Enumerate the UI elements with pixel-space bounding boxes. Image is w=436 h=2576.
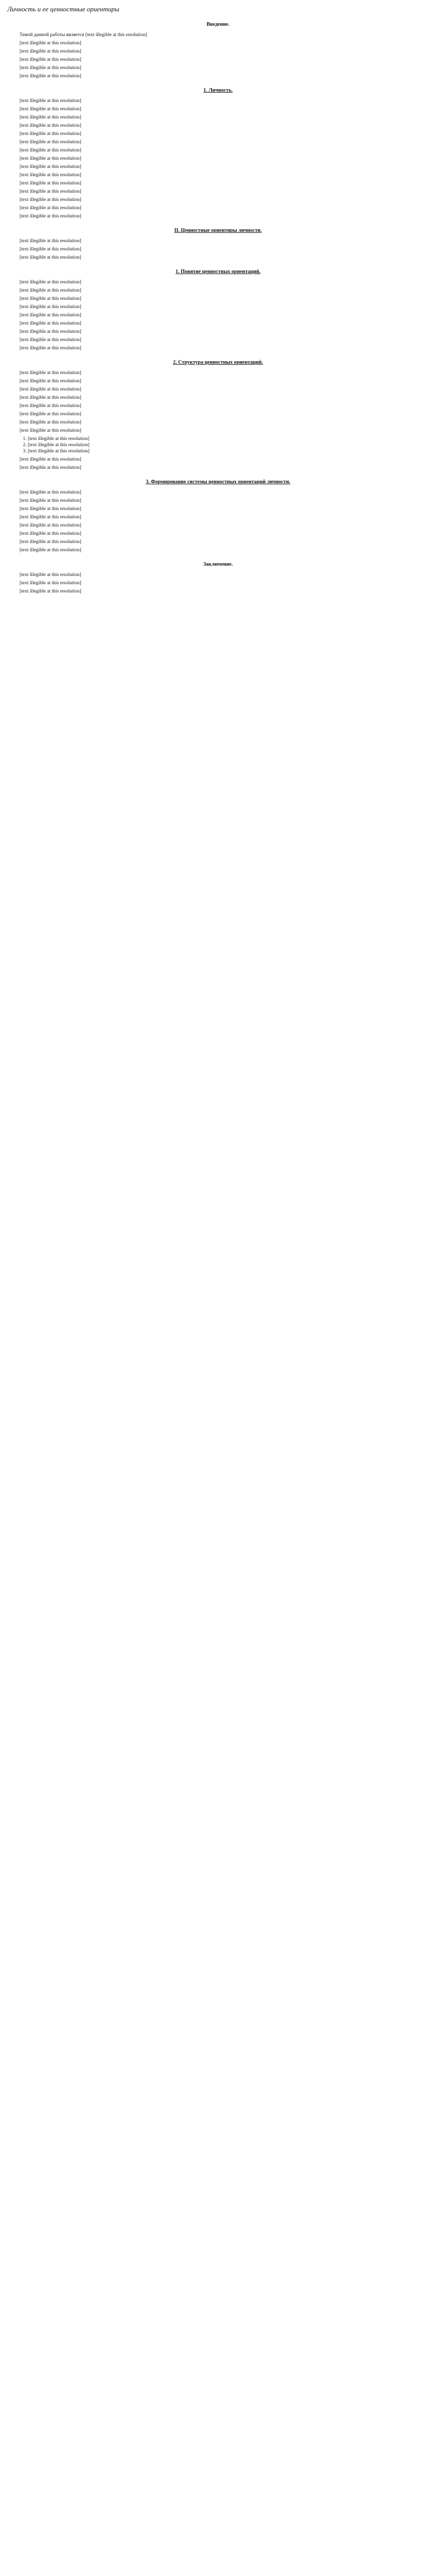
- paragraph: [text illegible at this resolution]: [20, 239, 81, 244]
- section-2-2-body: [7, 370, 429, 471]
- section-heading-2-3: 3. Формирование системы ценностных ориентаций личности.: [146, 479, 290, 485]
- paragraph: [text illegible at this resolution]: [20, 189, 81, 194]
- paragraph: [text illegible at this resolution]: [20, 490, 81, 495]
- paragraph: [text illegible at this resolution]: [20, 49, 81, 54]
- paragraph: [text illegible at this resolution]: [20, 280, 81, 285]
- section-2-1-body: [7, 279, 429, 351]
- paragraph: [text illegible at this resolution]: [20, 107, 81, 112]
- paragraph: [text illegible at this resolution]: [20, 523, 81, 528]
- paragraph: [text illegible at this resolution]: [20, 572, 81, 578]
- paragraph: Темой данной работы является [text illegible at this resolution]: [20, 32, 147, 38]
- paragraph: [text illegible at this resolution]: [20, 531, 81, 536]
- paragraph: [text illegible at this resolution]: [20, 74, 81, 79]
- section-1-body: [7, 98, 429, 219]
- paragraph: [text illegible at this resolution]: [20, 465, 81, 470]
- section-heading-intro: Введение.: [206, 22, 230, 27]
- paragraph: [text illegible at this resolution]: [20, 131, 81, 137]
- paragraph: [text illegible at this resolution]: [20, 255, 81, 260]
- paragraph: [text illegible at this resolution]: [20, 214, 81, 219]
- paragraph: [text illegible at this resolution]: [20, 181, 81, 186]
- list-item: 1. [text illegible at this resolution]: [28, 436, 429, 442]
- numbered-list: [7, 436, 429, 454]
- paragraph: [text illegible at this resolution]: [20, 581, 81, 586]
- paragraph: [text illegible at this resolution]: [20, 41, 81, 46]
- paragraph: [text illegible at this resolution]: [20, 65, 81, 71]
- paragraph: [text illegible at this resolution]: [20, 123, 81, 128]
- paragraph: [text illegible at this resolution]: [20, 247, 81, 252]
- paragraph: [text illegible at this resolution]: [20, 304, 81, 310]
- paragraph: [text illegible at this resolution]: [20, 515, 81, 520]
- paragraph: [text illegible at this resolution]: [20, 197, 81, 202]
- paragraph: [text illegible at this resolution]: [20, 115, 81, 120]
- paragraph: [text illegible at this resolution]: [20, 387, 81, 392]
- paragraph: [text illegible at this resolution]: [20, 379, 81, 384]
- paragraph: [text illegible at this resolution]: [20, 148, 81, 153]
- paragraph: [text illegible at this resolution]: [20, 57, 81, 62]
- paragraph: [text illegible at this resolution]: [20, 412, 81, 417]
- paragraph: [text illegible at this resolution]: [20, 539, 81, 545]
- paragraph: [text illegible at this resolution]: [20, 428, 81, 433]
- document-title: Личность и ее ценностные ориентиры: [7, 5, 119, 13]
- paragraph: [text illegible at this resolution]: [20, 420, 81, 425]
- section-2-body: [7, 238, 429, 261]
- section-heading-2-1: 1. Понятие ценностных ориентаций.: [175, 269, 261, 275]
- section-heading-2-2: 2. Структура ценностных ориентаций.: [173, 360, 263, 365]
- section-intro-body: [7, 32, 429, 79]
- list-item: 2. [text illegible at this resolution]: [28, 442, 429, 448]
- paragraph: [text illegible at this resolution]: [20, 296, 81, 301]
- list-item: 3. [text illegible at this resolution]: [28, 448, 429, 454]
- paragraph: [text illegible at this resolution]: [20, 403, 81, 409]
- paragraph: [text illegible at this resolution]: [20, 395, 81, 400]
- paragraph: [text illegible at this resolution]: [20, 156, 81, 161]
- section-heading-1: 1. Личность.: [203, 88, 233, 93]
- paragraph: [text illegible at this resolution]: [20, 288, 81, 293]
- paragraph: [text illegible at this resolution]: [20, 457, 81, 462]
- section-heading-2: II. Ценностные ориентиры личности.: [174, 228, 262, 233]
- paragraph: [text illegible at this resolution]: [20, 313, 81, 318]
- paragraph: [text illegible at this resolution]: [20, 206, 81, 211]
- paragraph: [text illegible at this resolution]: [20, 321, 81, 326]
- paragraph: [text illegible at this resolution]: [20, 329, 81, 334]
- section-2-3-body: [7, 489, 429, 553]
- paragraph: [text illegible at this resolution]: [20, 370, 81, 376]
- section-heading-conclusion: Заключение.: [203, 562, 233, 567]
- paragraph: [text illegible at this resolution]: [20, 548, 81, 553]
- paragraph: [text illegible at this resolution]: [20, 337, 81, 343]
- section-conclusion-body: [7, 572, 429, 595]
- paragraph: [text illegible at this resolution]: [20, 173, 81, 178]
- paragraph: [text illegible at this resolution]: [20, 589, 81, 594]
- paragraph: [text illegible at this resolution]: [20, 346, 81, 351]
- paragraph: [text illegible at this resolution]: [20, 164, 81, 170]
- paragraph: [text illegible at this resolution]: [20, 498, 81, 503]
- paragraph: [text illegible at this resolution]: [20, 506, 81, 512]
- paragraph: [text illegible at this resolution]: [20, 140, 81, 145]
- paragraph: [text illegible at this resolution]: [20, 98, 81, 104]
